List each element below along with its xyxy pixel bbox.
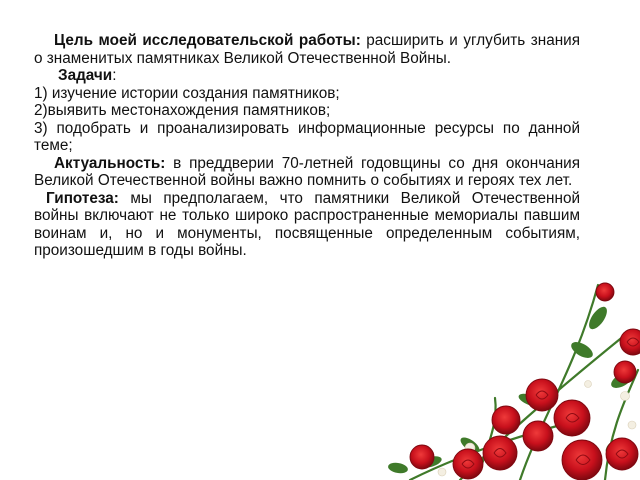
- goal-paragraph: [34, 32, 580, 67]
- hypothesis-text: мы предполагаем, что памятники Великой Отечественной войны включают не только широко распространенные мемориалы павшим воинам и, но и монументы, посвященные определенным событиям, произошедшим в годы войны.: [34, 189, 580, 259]
- relevance-paragraph: [34, 155, 580, 190]
- tasks-colon: :: [112, 67, 117, 84]
- goal-label: Цель моей исследовательской работы:: [54, 32, 361, 49]
- hypothesis-label: Гипотеза:: [46, 189, 119, 207]
- task-item: 3) подобрать и проанализировать информационные ресурсы по данной теме;: [34, 119, 580, 154]
- goal-text: расширить и углубить знания о знаменитых памятниках Великой Отечественной Войны.: [34, 32, 580, 67]
- slide-text: [34, 32, 580, 260]
- hypothesis-paragraph: [34, 190, 580, 260]
- relevance-text: в преддверии 70-летней годовщины со дня окончания Великой Отечественной войны важно помнить о событиях и героях тех лет.: [34, 154, 580, 189]
- relevance-label: Актуальность:: [54, 154, 166, 172]
- tasks-heading: [34, 67, 580, 85]
- roses-decoration: [370, 250, 640, 480]
- task-item: 2)выявить местонахождения памятников;: [34, 102, 331, 119]
- task-item: 1) изучение истории создания памятников;: [34, 84, 340, 102]
- tasks-label: Задачи: [58, 67, 113, 84]
